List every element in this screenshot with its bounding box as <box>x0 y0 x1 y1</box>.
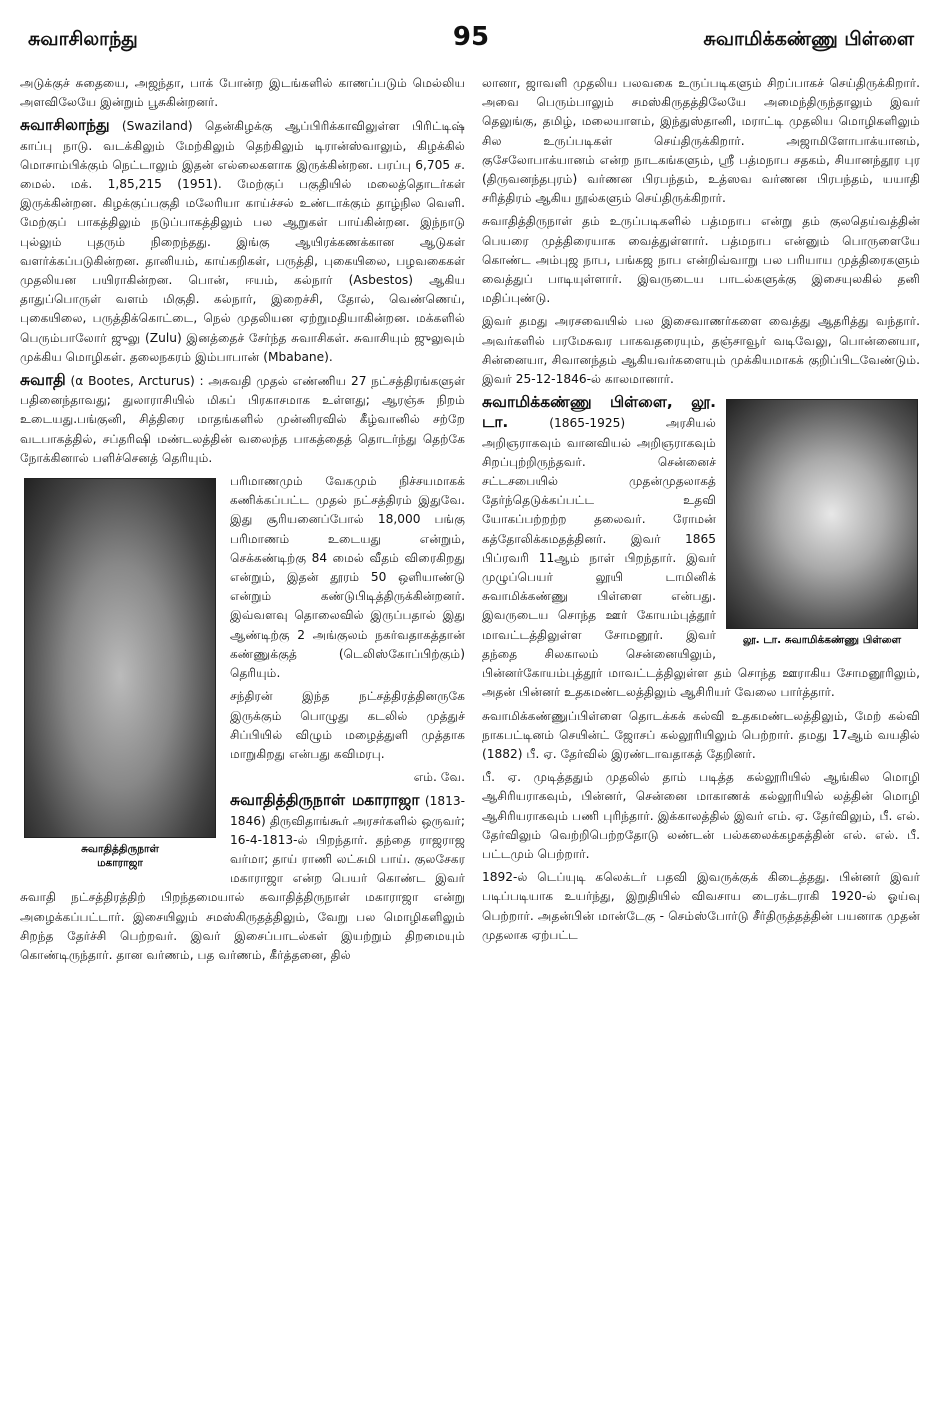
caption-line: சுவாதித்திருநாள் <box>81 843 159 856</box>
headword: சுவாமிக்கண்ணு பிள்ளை, லூ. டா. <box>482 393 716 432</box>
entry-body: (1865-1925) அரசியல் அறிஞராகவும் வானவியல் அறிஞராகவும் சிறப்புற்றிருந்தவர். சென்னைச் சட்டசபையில் முதன்முதலாகத் தேர்ந்தெடுக்கப்பட்ட உதவி யோகப்பற்றற்ற தலைவர். ரோமன் கத்தோலிக்கமதத்தினர். இவர் 1865 பிப்ரவரி 11ஆம் நாள் பிறந்தார். இவர் முழுப்பெயர் லூயி டாமினிக் சுவாமிக்கண்ணு பிள்ளை என்பது. இவருடைய சொந்த ஊர் கோயம்புத்தூர் மாவட்டத்திலுள்ள சோமனூர். இவர் தந்தை சிலகாலம் சென்னையிலும், பின்னர்கோயம்புத்தூர் மாவட்டத்திலுள்ள தம் சொந்த ஊராகிய சோமனூரிலும், அதன் பின்னர் உதகமண்டலத்திலும் ஆசிரியர் வேலை பார்த்தார். <box>482 416 920 700</box>
portrait-figure-maharaja <box>20 478 220 870</box>
paragraph: பரிமாணமும் வேகமும் நிச்சயமாகக் கணிக்கப்பட்ட முதல் நட்சத்திரம் இதுவே. இது சூரியனைப்போல் 18,000 பங்கு பரிமாணம் உடையது என்றும், செக்கண்டிற்கு 84 மைல் வீதம் விரைகிறது என்றும், இதன் தூரம் 50 ஒளியாண்டு என்றும் கண்டுபிடித்திருக்கின்றனர். இவ்வளவு தொலைவில் இருப்பதால் இது ஆண்டிற்கு 2 அங்குலம் நகர்வதாகத்தான் கண்ணுக்குத் (டெலிஸ்கோப்பிற்கும்) தெரியும். <box>230 474 465 681</box>
paragraph: சுவாமிக்கண்ணுப்பிள்ளை தொடக்கக் கல்வி உதகமண்டலத்திலும், மேற் கல்வி நாகபட்டினம் செயின்ட் ஜோசப் கல்லூரியிலும் பெற்றார். தமது 17ஆம் வயதில் (1882) பீ. ஏ. தேர்வில் இரண்டாவதாகத் தேறினர். <box>482 708 920 761</box>
right-column <box>482 74 920 1374</box>
entry-body: (α Bootes, Arcturus) : அசுவதி முதல் எண்ணிய 27 நட்சத்திரங்களுள் பதினைந்தாவது; துலாராசியில் மிகப் பிரகாசமாக உள்ளது; ஆரஞ்சு நிறம் உடையது.பங்குனி, சித்திரை மாதங்களில் முன்னிரவில் கீழ்வானில் சற்றே வடபாகத்தில், சப்தரிஷி மண்டலத்தின் வலைந்த பாகத்தைத் தொடர்ந்து தெற்கே நோக்கினால் பளிச்செனத் தெரியும். <box>20 374 465 465</box>
paragraph: இவர் தமது அரசவையில் பல இசைவாணர்களை வைத்து ஆதரித்து வந்தார். அவர்களில் பரமேசுவர பாகவதரையும், தஞ்சாவூர் வடிவேலு, பொன்னையா, சின்னையா, சிவானந்தம் ஆகியவர்களையும் முக்கியமாகக் குறிப்பிடவேண்டும். இவர் 25-12-1846-ல் காலமானார். <box>482 314 920 387</box>
paragraph: சுவாதித்திருநாள் தம் உருப்படிகளில் பத்மநாப என்று தம் குலதெய்வத்தின் பெயரை முத்திரையாக வைத்துள்ளார். பத்மநாப என்னும் பொருளையே கொண்ட அம்புஜ நாப, பங்கஜ நாப என்றிவ்வாறு பல பரியாய முத்திரைகளும் வைத்துப் பாடியுள்ளார். இவருடைய பாடல்களுக்கு இசையுலகில் தனி மதிப்புண்டு. <box>482 214 920 306</box>
entry-swati <box>20 371 465 468</box>
running-head-right: சுவாமிக்கண்ணு பிள்ளை <box>703 28 914 50</box>
portrait-photo <box>24 478 216 838</box>
portrait-figure-swamikannu <box>724 399 920 647</box>
page-header <box>28 22 914 62</box>
running-head-left: சுவாசிலாந்து <box>28 28 138 50</box>
author-signature: எம். வே. <box>413 770 465 785</box>
paragraph: பீ. ஏ. முடித்ததும் முதலில் தாம் படித்த கல்லூரியில் ஆங்கில மொழி ஆசிரியராகவும், பின்னர், சென்னை மாகாணக் கல்லூரியில் லத்தின் மொழி ஆசிரியராகவும் பணி புரிந்தார். இக்காலத்தில் இவர் எம். ஏ. தேர்விலும், பீ. எல். தேர்விலும் வெற்றிபெற்றதோடு லண்டன் பல்கலைக்கழகத்தின் எல். எல். பீ. பட்டமும் பெற்றார். <box>482 770 920 861</box>
page-number: 95 <box>452 22 490 52</box>
paragraph: சந்திரன் இந்த நட்சத்திரத்தினருகே இருக்கும் பொழுது கடலில் முத்துச் சிப்பியில் விழும் மழைத்துளி முத்தாக மாறுகிறது என்பது கவிமரபு. <box>230 689 465 761</box>
entry-body: (1813-1846) திருவிதாங்கூர் அரசர்களில் ஒருவர்; 16-4-1813-ல் பிறந்தார். தந்தை ராஜராஜ வர்மா; தாய் ராணி லட்சுமி பாய். குலசேகர மகாராஜா என்ற பெயர் கொண்ட இவர் சுவாதி நட்சத்திரத்திற் பிறந்தமையால் சுவாதித்திருநாள் மகாராஜா என்று அழைக்கப்பட்டார். இசையிலும் சமஸ்கிருதத்திலும், வேறு பல மொழிகளிலும் சிறந்த தேர்ச்சி பெற்றவர். இவர் இசைப்பாடல்கள் இயற்றும் திறமையும் கொண்டிருந்தார். தான வர்ணம், பத வர்ணம், கீர்த்தனை, தில் <box>20 794 465 962</box>
headword: சுவாதி <box>20 371 66 390</box>
portrait-photo <box>726 399 918 629</box>
caption-line: மகாராஜா <box>97 857 143 870</box>
paragraph: அடுக்குச் சுதையை, அஜந்தா, பாக் போன்ற இடங்களில் காணப்படும் மெல்லிய அளவிலேயே இன்றும் பூசுகின்றனர். <box>20 76 465 110</box>
figure-caption <box>20 842 220 870</box>
entry-swaziland <box>20 116 465 367</box>
headword: சுவாதித்திருநாள் மகாராஜா <box>230 791 420 810</box>
paragraph: லானா, ஜாவளி முதலிய பலவகை உருப்படிகளும் சிறப்பாகச் செய்திருக்கிறார். அவை பெரும்பாலும் சமஸ்கிருதத்திலேயே அமைந்திருந்தாலும் இவர் தெலுங்கு, தமிழ், மலையாளம், இந்துஸ்தானி, மராட்டி முதலிய மொழிகளிலும் சில உருப்படிகள் செய்திருக்கிறார். அஜாமிளோபாக்யானம், குசேலோபாக்யானம் என்ற நாடகங்களும், ஸ்ரீ பத்மநாப சதகம், சியானந்தூர புர (திருவனந்தபுரம்) வர்ணன பிரபந்தம், உத்ஸவ வர்ணன பிரபந்தம், யயாதி சரித்திரம் ஆகிய நூல்களும் செய்திருக்கிறார். <box>482 76 920 206</box>
paragraph: 1892-ல் டெப்யுடி கலெக்டர் பதவி இவருக்குக் கிடைத்தது. பின்னர் இவர் படிப்படியாக உயர்ந்து, இறுதியில் விவசாய டைரக்டராகி 1920-ல் ஓய்வு பெற்றார். அதன்பின் மான்டேகு - செம்ஸ்போர்டு சீர்திருத்தத்தின் பயனாக முதன் முதலாக ஏற்பட்ட <box>482 870 920 942</box>
headword: சுவாசிலாந்து <box>20 116 110 135</box>
left-column <box>20 74 465 1359</box>
figure-caption: லூ. டா. சுவாமிக்கண்ணு பிள்ளை <box>742 634 902 647</box>
entry-body: (Swaziland) தென்கிழக்கு ஆப்பிரிக்காவிலுள்ள பிரிட்டிஷ் காப்பு நாடு. வடக்கிலும் மேற்கிலும் தெற்கிலும் டிரான்ஸ்வாலும், கிழக்கில் மொசாம்பிக்கும் நெட்டாலும் இதன் எல்லைகளாக இருக்கின்றன. பரப்பு 6,705 ச. மைல். மக். 1,85,215 (1951). மேற்குப் பகுதியில் மலைத்தொடர்கள் இருக்கின்றன. கிழக்குப்பகுதி மலேரியா காய்ச்சல் உண்டாக்கும் தாழ்நில வெளி. மேற்குப் பாகத்திலும் நடுப்பாகத்திலும் பல ஆறுகள் பாய்கின்றன. இந்நாடு புல்லும் புதரும் நிறைந்தது. இங்கு ஆயிரக்கணக்கான ஆடுகள் வளர்க்கப்படுகின்றன. தானியம், காய்கறிகள், பருத்தி, புகையிலை, பழவகைகள் முதலியன பயிராகின்றன. பொன், ஈயம், கல்நார் (Asbestos) ஆகிய தாதுப்பொருள் வளம் மிகுதி. கல்நார், இறைச்சி, தோல், வெண்ணெய், புகையிலை, பருத்திக்கொட்டை, நெல் முதலியன ஏற்றுமதியாகின்றன. மக்களில் பெரும்பாலோர் ஜுலு (Zulu) இனத்தைச் சேர்ந்த சுவாசிகள். சுவாசியும் ஜுலுவும் முக்கிய மொழிகள். தலைநகரம் இம்பாபான் (Mbabane). <box>20 119 465 364</box>
